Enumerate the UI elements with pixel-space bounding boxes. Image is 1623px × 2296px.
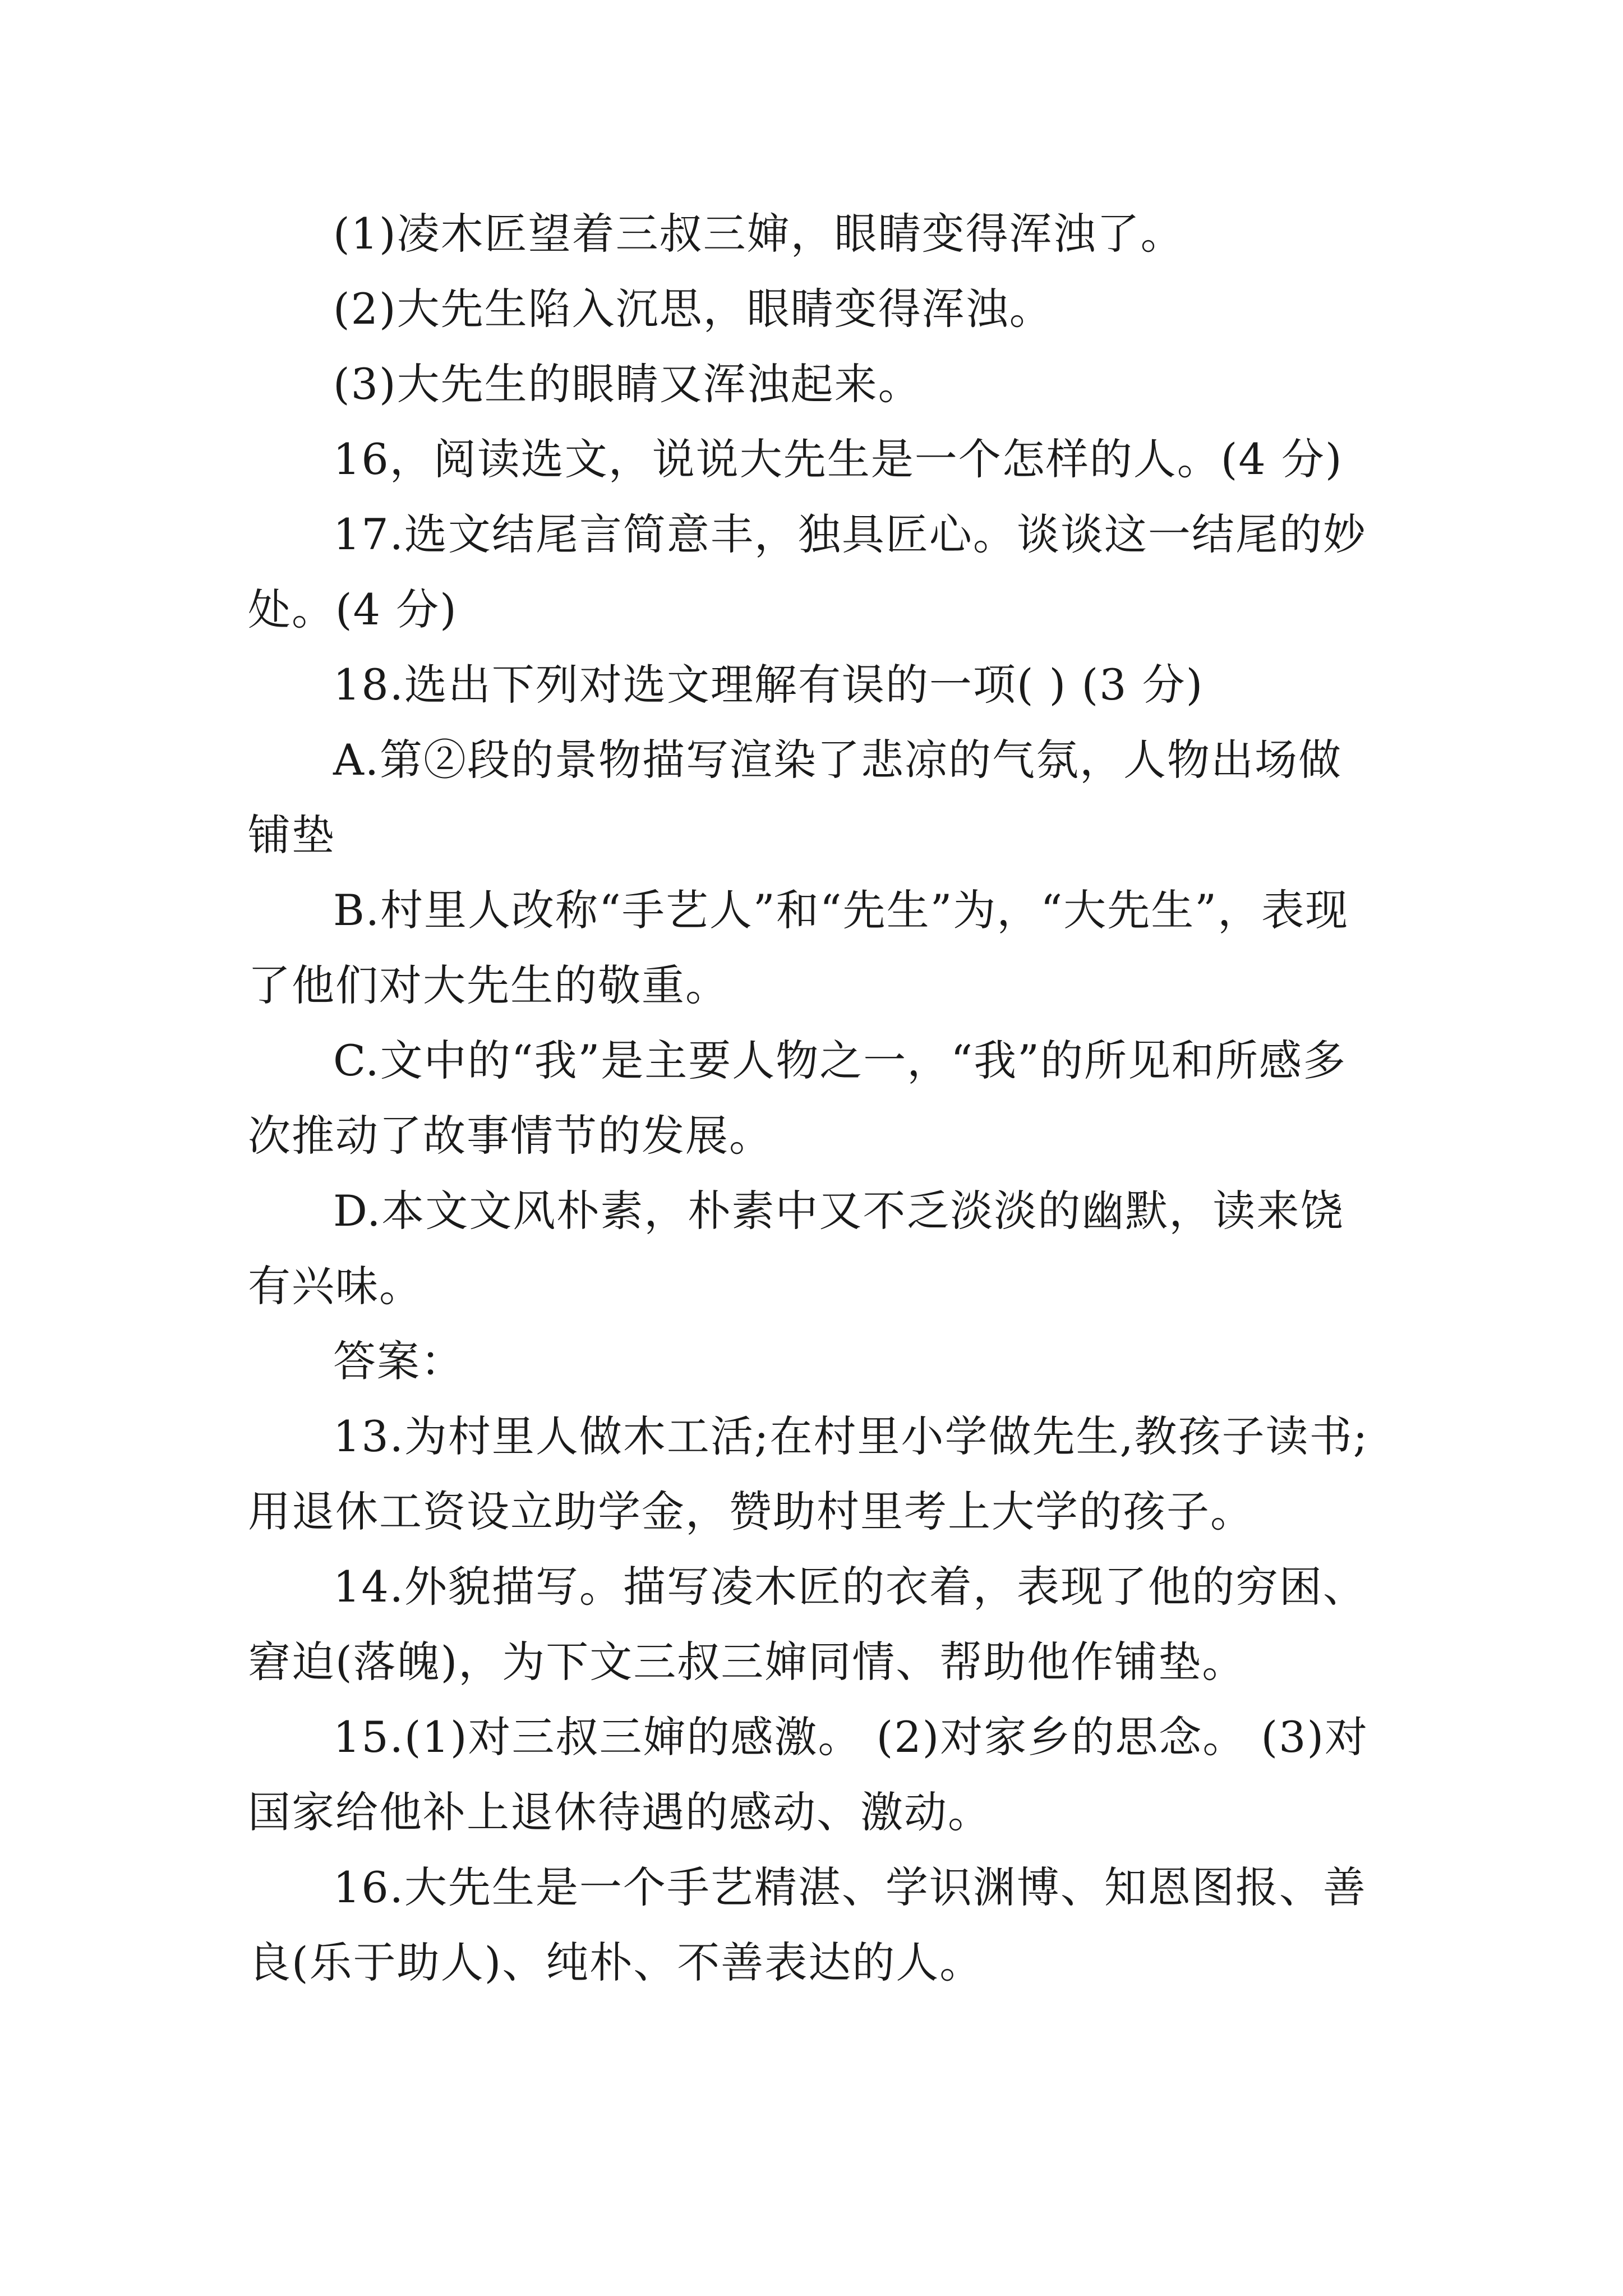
question-17: 17.选文结尾言简意丰，独具匠心。谈谈这一结尾的妙处。(4 分) bbox=[248, 509, 1367, 634]
answer-15: 15.(1)对三叔三婶的感激。 (2)对家乡的思念。 (3)对国家给他补上退休待遇的感动、激动。 bbox=[248, 1712, 1369, 1837]
option-c: C.文中的“我”是主要人物之一，“我”的所见和所感多次推动了故事情节的发展。 bbox=[248, 1036, 1347, 1161]
option-b: B.村里人改称“手艺人”和“先生”为，“大先生”，表现了他们对大先生的敬重。 bbox=[248, 885, 1349, 1010]
subquestion-1: (1)凌木匠望着三叔三婶，眼睛变得浑浊了。 bbox=[333, 209, 1184, 259]
subquestion-3: (3)大先生的眼睛又浑浊起来。 bbox=[333, 359, 922, 409]
answers-heading: 答案： bbox=[333, 1336, 464, 1386]
subquestion-2: (2)大先生陷入沉思，眼睛变得浑浊。 bbox=[333, 284, 1053, 334]
option-d: D.本文文风朴素，朴素中又不乏淡淡的幽默，读来饶有兴味。 bbox=[248, 1186, 1344, 1311]
document-body bbox=[248, 196, 1381, 2000]
question-16: 16，阅读选文，说说大先生是一个怎样的人。(4 分) bbox=[333, 434, 1343, 484]
answer-16: 16.大先生是一个手艺精湛、学识渊博、知恩图报、善良(乐于助人)、纯朴、不善表达的人。 bbox=[248, 1862, 1367, 1987]
question-18: 18.选出下列对选文理解有误的一项( ) (3 分) bbox=[333, 660, 1204, 710]
answer-13: 13.为村里人做木工活;在村里小学做先生,教孩子读书;用退休工资设立助学金，赞助村里考上大学的孩子。 bbox=[248, 1411, 1369, 1536]
option-a: A.第②段的景物描写渲染了悲凉的气氛，人物出场做铺垫 bbox=[248, 735, 1343, 860]
answer-14: 14.外貌描写。描写凌木匠的衣着，表现了他的穷困、窘迫(落魄)，为下文三叔三婶同情、帮助他作铺垫。 bbox=[248, 1562, 1367, 1687]
